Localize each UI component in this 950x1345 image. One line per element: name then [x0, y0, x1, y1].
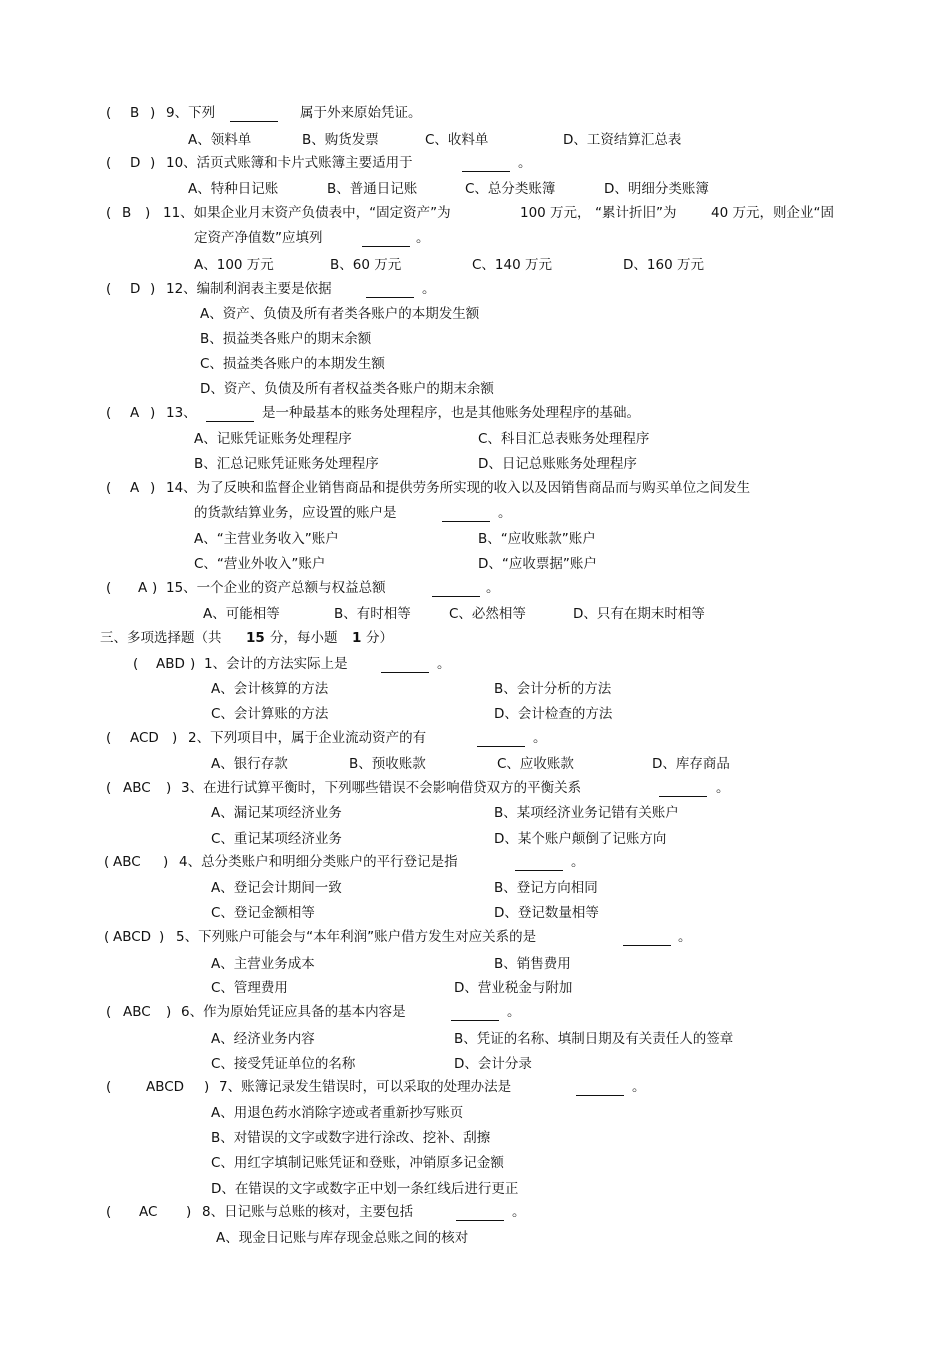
period: 。 [507, 1004, 521, 1020]
option: D、工资结算汇总表 [563, 132, 682, 148]
option: A、用退色药水消除字迹或者重新抄写账页 [211, 1105, 464, 1121]
answer-paren-open: ( [106, 1004, 112, 1020]
question-stem: 是一种最基本的账务处理程序，也是其他账务处理程序的基础。 [262, 405, 640, 421]
section-heading: 分） [366, 630, 393, 646]
option: B、普通日记账 [327, 181, 418, 197]
answer-paren-close: ) [166, 1004, 172, 1020]
period: 。 [716, 780, 730, 796]
answer-paren-close: ) [150, 155, 156, 171]
question-stem: “累计折旧”为 [595, 205, 677, 221]
option: A、资产、负债及所有者类各账户的本期发生额 [200, 306, 480, 322]
question-stem: 4、总分类账户和明细分类账户的平行登记是指 [179, 854, 458, 870]
answer-paren-open: ( [106, 730, 112, 746]
answer-paren-open: ( [133, 656, 139, 672]
option: D、营业税金与附加 [454, 980, 573, 996]
answer-letter: AC [139, 1204, 158, 1220]
option: D、只有在期末时相等 [573, 606, 705, 622]
option: C、“营业外收入”账户 [194, 556, 326, 572]
answer-paren-open: ( [106, 205, 112, 221]
option: A、登记会计期间一致 [211, 880, 342, 896]
answer-paren-close: ) [190, 656, 196, 672]
answer-paren-open: ( [106, 480, 112, 496]
period: 。 [512, 1204, 526, 1220]
amount-text: 40 万元，则企业“固 [711, 205, 834, 221]
answer-blank [659, 796, 707, 797]
answer-blank [442, 521, 490, 522]
option: B、会计分析的方法 [494, 681, 612, 697]
option: C、用红字填制记账凭证和登账，冲销原多记金额 [211, 1155, 504, 1171]
period: 。 [518, 155, 532, 171]
answer-paren-close: ) [150, 405, 156, 421]
answer-paren-open: ( [106, 281, 112, 297]
answer-paren-open: ( [104, 929, 110, 945]
option: A、银行存款 [211, 756, 288, 772]
section-total-score: 15 [246, 630, 265, 646]
option: A、现金日记账与库存现金总账之间的核对 [216, 1230, 469, 1246]
question-stem: 5、下列账户可能会与“本年利润”账户借方发生对应关系的是 [176, 929, 537, 945]
option: B、某项经济业务记错有关账户 [494, 805, 679, 821]
period: 。 [632, 1079, 646, 1095]
option: D、会计分录 [454, 1056, 532, 1072]
answer-paren-close: ) [145, 205, 151, 221]
option: A、可能相等 [203, 606, 280, 622]
answer-letter: ABC [123, 1004, 151, 1020]
period: 。 [498, 505, 512, 521]
option: D、登记数量相等 [494, 905, 599, 921]
option: C、必然相等 [449, 606, 526, 622]
period: 。 [533, 730, 547, 746]
option: A、特种日记账 [188, 181, 279, 197]
option: C、总分类账簿 [465, 181, 556, 197]
answer-paren-close: ) [150, 281, 156, 297]
answer-blank [576, 1095, 624, 1096]
option: C、管理费用 [211, 980, 288, 996]
answer-letter: ABC [123, 780, 151, 796]
option: C、重记某项经济业务 [211, 831, 342, 847]
option: D、会计检查的方法 [494, 706, 613, 722]
option: D、某个账户颠倒了记账方向 [494, 831, 667, 847]
question-stem: 11、如果企业月末资产负债表中，“固定资产”为 [163, 205, 451, 221]
question-stem: 15、一个企业的资产总额与权益总额 [166, 580, 386, 596]
option: B、登记方向相同 [494, 880, 598, 896]
answer-paren-open: ( [106, 155, 112, 171]
answer-blank [381, 672, 429, 673]
period: 。 [486, 580, 500, 596]
option: D、“应收票据”账户 [478, 556, 597, 572]
question-stem: 14、为了反映和监督企业销售商品和提供劳务所实现的收入以及因销售商品而与购买单位之间发生 [166, 480, 751, 496]
option: C、科目汇总表账务处理程序 [478, 431, 650, 447]
option: B、预收账款 [349, 756, 426, 772]
option: A、漏记某项经济业务 [211, 805, 342, 821]
period: 。 [678, 929, 692, 945]
answer-blank [451, 1020, 499, 1021]
answer-blank [456, 1220, 504, 1221]
option: D、日记总账账务处理程序 [478, 456, 637, 472]
question-stem: 的货款结算业务，应设置的账户是 [194, 505, 397, 521]
option: C、收料单 [425, 132, 489, 148]
option: A、记账凭证账务处理程序 [194, 431, 352, 447]
answer-blank [462, 171, 510, 172]
answer-letter: B [122, 205, 132, 221]
answer-letter: B [130, 105, 140, 121]
period: 。 [422, 281, 436, 297]
answer-paren-close: ) [159, 929, 165, 945]
question-stem: 13、 [166, 405, 197, 421]
question-stem: 1、会计的方法实际上是 [204, 656, 348, 672]
option: C、会计算账的方法 [211, 706, 329, 722]
option: D、明细分类账簿 [604, 181, 709, 197]
period: 。 [571, 854, 585, 870]
answer-paren-open: ( [106, 1204, 112, 1220]
option: B、“应收账款”账户 [478, 531, 596, 547]
answer-blank [230, 121, 278, 122]
option: D、在错误的文字或数字正中划一条红线后进行更正 [211, 1181, 519, 1197]
answer-blank [477, 746, 525, 747]
option: A、领料单 [188, 132, 252, 148]
answer-blank [362, 246, 410, 247]
period: 。 [416, 230, 430, 246]
answer-paren-close: ) [186, 1204, 192, 1220]
option: B、60 万元 [330, 257, 402, 273]
option: B、购货发票 [302, 132, 379, 148]
question-stem: 2、下列项目中，属于企业流动资产的有 [188, 730, 427, 746]
option: B、销售费用 [494, 956, 571, 972]
answer-blank [432, 596, 480, 597]
question-stem: 9、下列 [166, 105, 216, 121]
answer-paren-close: ) [150, 480, 156, 496]
option: C、登记金额相等 [211, 905, 315, 921]
option: C、接受凭证单位的名称 [211, 1056, 356, 1072]
answer-blank [515, 870, 563, 871]
answer-letter: A [130, 405, 140, 421]
section-heading: 分，每小题 [270, 630, 338, 646]
option: B、凭证的名称、填制日期及有关责任人的签章 [454, 1031, 734, 1047]
option: A、经济业务内容 [211, 1031, 315, 1047]
question-stem: 属于外来原始凭证。 [300, 105, 422, 121]
answer-letter: ACD [130, 730, 159, 746]
section-heading: 三、多项选择题（共 [100, 630, 222, 646]
answer-letter: D [130, 155, 141, 171]
answer-paren-open: ( [106, 580, 112, 596]
answer-letter: D [130, 281, 141, 297]
option: C、应收账款 [497, 756, 574, 772]
option: A、主营业务成本 [211, 956, 315, 972]
answer-paren-close: ) [163, 854, 169, 870]
option: D、160 万元 [623, 257, 704, 273]
option: B、汇总记账凭证账务处理程序 [194, 456, 379, 472]
question-stem: 12、编制利润表主要是依据 [166, 281, 332, 297]
answer-letter: A [130, 480, 140, 496]
answer-paren-close: ) [204, 1079, 210, 1095]
option: A、“主营业务收入”账户 [194, 531, 339, 547]
answer-paren-open: ( [106, 105, 112, 121]
question-stem: 3、在进行试算平衡时，下列哪些错误不会影响借贷双方的平衡关系 [181, 780, 582, 796]
answer-paren-close: ) [172, 730, 178, 746]
option: B、对错误的文字或数字进行涂改、挖补、刮擦 [211, 1130, 491, 1146]
answer-paren-close: ) [152, 580, 158, 596]
option: D、库存商品 [652, 756, 730, 772]
option: A、100 万元 [194, 257, 274, 273]
answer-letter: ABC [113, 854, 141, 870]
option: B、损益类各账户的期末余额 [200, 331, 372, 347]
answer-letter: ABCD [113, 929, 152, 945]
option: D、资产、负债及所有者权益类各账户的期末余额 [200, 381, 494, 397]
answer-paren-close: ) [150, 105, 156, 121]
question-stem: 定资产净值数”应填列 [194, 230, 323, 246]
answer-letter: A [138, 580, 148, 596]
answer-blank [366, 297, 414, 298]
answer-paren-open: ( [104, 854, 110, 870]
answer-letter: ABCD [146, 1079, 185, 1095]
option: A、会计核算的方法 [211, 681, 329, 697]
question-stem: 8、日记账与总账的核对，主要包括 [202, 1204, 414, 1220]
answer-paren-open: ( [106, 780, 112, 796]
answer-blank [206, 421, 254, 422]
question-stem: 10、活页式账簿和卡片式账簿主要适用于 [166, 155, 413, 171]
option: C、140 万元 [472, 257, 552, 273]
answer-paren-open: ( [106, 405, 112, 421]
answer-paren-close: ) [166, 780, 172, 796]
question-stem: 7、账簿记录发生错误时，可以采取的处理办法是 [219, 1079, 512, 1095]
amount-text: 100 万元， [520, 205, 591, 221]
option: C、损益类各账户的本期发生额 [200, 356, 385, 372]
question-stem: 6、作为原始凭证应具备的基本内容是 [181, 1004, 406, 1020]
answer-letter: ABD [156, 656, 185, 672]
option: B、有时相等 [334, 606, 411, 622]
period: 。 [437, 656, 451, 672]
section-item-score: 1 [352, 630, 362, 646]
answer-blank [623, 945, 671, 946]
answer-paren-open: ( [106, 1079, 112, 1095]
